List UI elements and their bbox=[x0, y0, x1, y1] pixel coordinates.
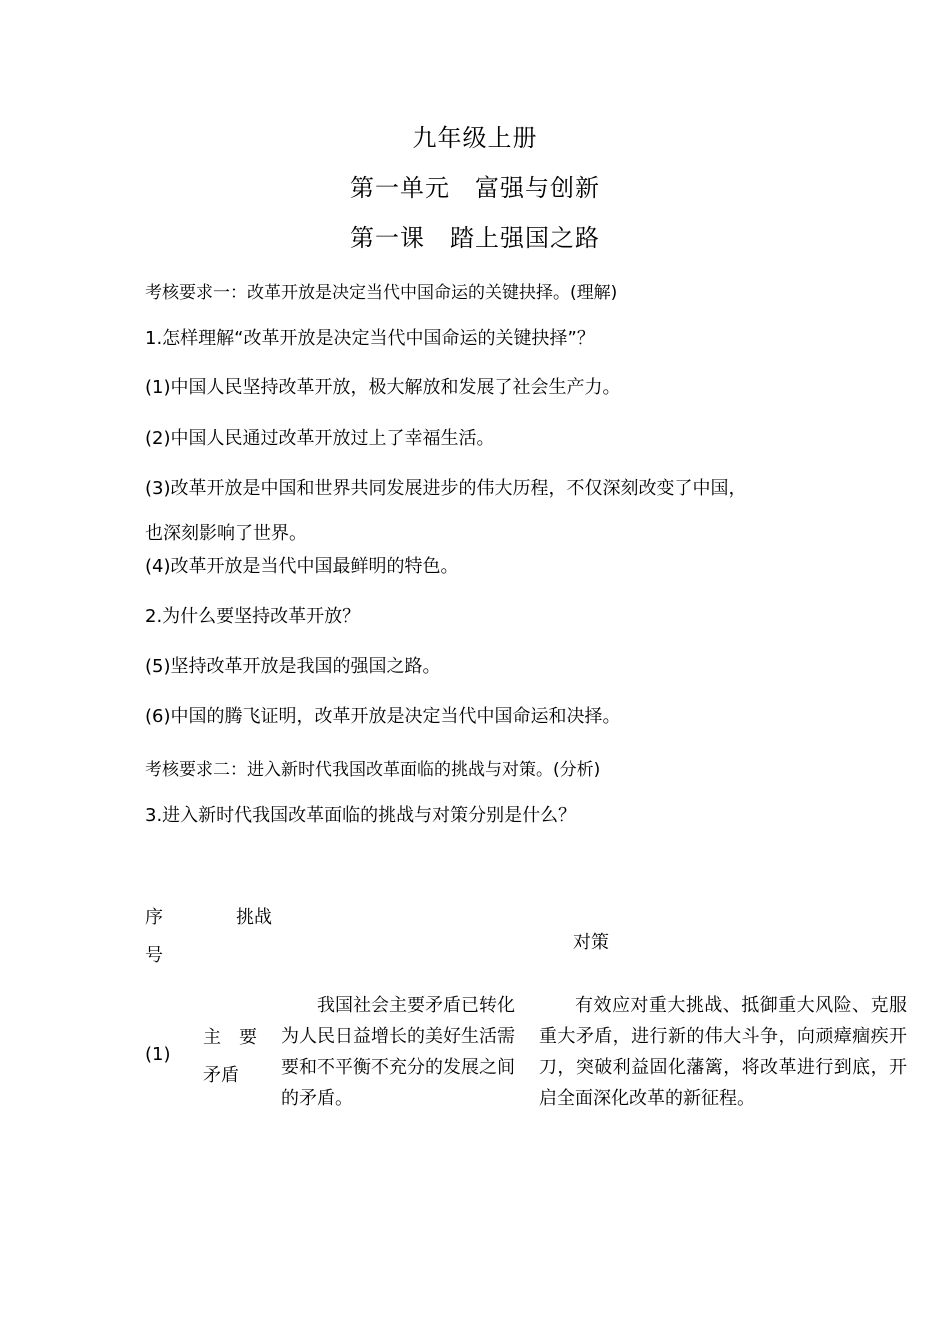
row-category-line-1: 主 要 bbox=[203, 1027, 257, 1048]
requirement-one: 考核要求一：改革开放是决定当代中国命运的关键抉择。(理解) bbox=[145, 283, 618, 303]
unit-title: 第一单元 富强与创新 bbox=[350, 174, 600, 202]
point-5: (5)坚持改革开放是我国的强国之路。 bbox=[145, 656, 441, 677]
point-3-line-1: (3)改革开放是中国和世界共同发展进步的伟大历程，不仅深刻改变了中国， bbox=[145, 478, 747, 499]
row-category-line-2: 矛盾 bbox=[203, 1065, 239, 1086]
header-countermeasure: 对策 bbox=[573, 932, 609, 953]
header-challenge: 挑战 bbox=[236, 907, 272, 928]
grade-title: 九年级上册 bbox=[412, 124, 538, 152]
point-3-line-2: 也深刻影响了世界。 bbox=[145, 523, 307, 544]
header-index-2: 号 bbox=[145, 945, 163, 966]
lesson-title: 第一课 踏上强国之路 bbox=[350, 224, 600, 252]
question-two: 2.为什么要坚持改革开放？ bbox=[145, 606, 361, 627]
question-one: 1.怎样理解“改革开放是决定当代中国命运的关键抉择”？ bbox=[145, 328, 595, 349]
header-index-1: 序 bbox=[145, 907, 163, 928]
point-1: (1)中国人民坚持改革开放，极大解放和发展了社会生产力。 bbox=[145, 377, 621, 398]
requirement-two: 考核要求二：进入新时代我国改革面临的挑战与对策。(分析) bbox=[145, 760, 601, 780]
row-index: (1) bbox=[145, 1044, 171, 1065]
point-2: (2)中国人民通过改革开放过上了幸福生活。 bbox=[145, 428, 495, 449]
point-6: (6)中国的腾飞证明，改革开放是决定当代中国命运和决择。 bbox=[145, 706, 621, 727]
row-challenge: 我国社会主要矛盾已转化为人民日益增长的美好生活需要和不平衡不充分的发展之间的矛盾。 bbox=[281, 995, 515, 1109]
row-countermeasure: 有效应对重大挑战、抵御重大风险、克服重大矛盾，进行新的伟大斗争，向顽瘴痼疾开刀，突破利益固化藩篱，将改革进行到底，开启全面深化改革的新征程。 bbox=[539, 995, 907, 1109]
question-three: 3.进入新时代我国改革面临的挑战与对策分别是什么？ bbox=[145, 805, 577, 826]
point-4: (4)改革开放是当代中国最鲜明的特色。 bbox=[145, 556, 459, 577]
